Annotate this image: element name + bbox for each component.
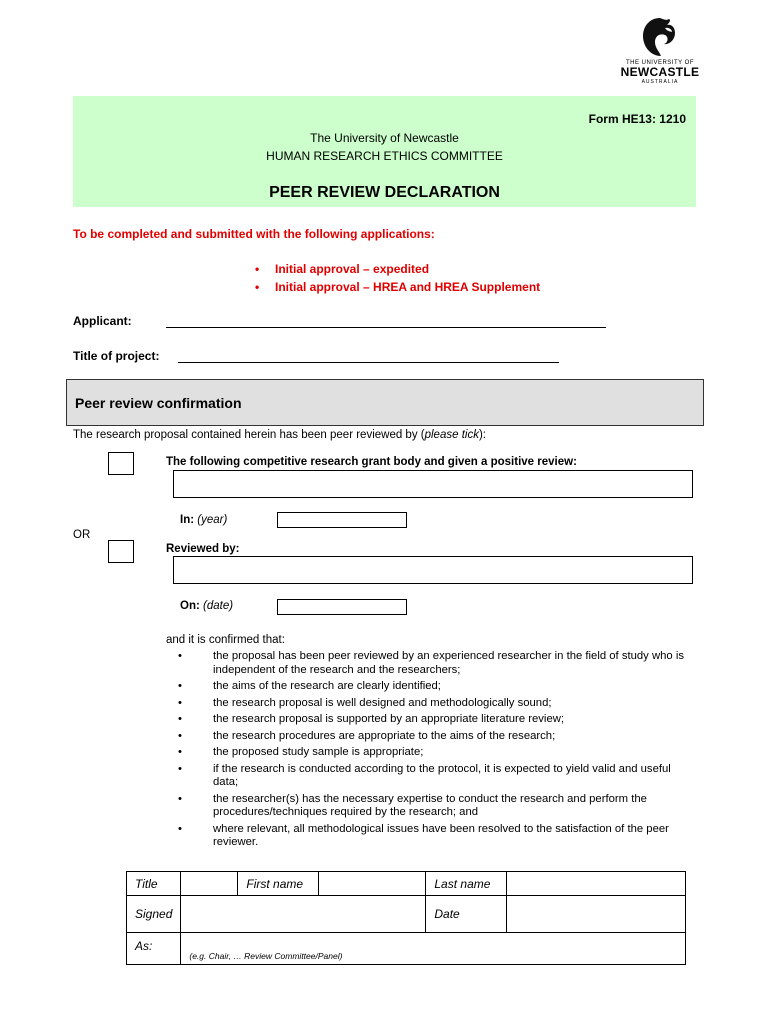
bullet-icon: • [178, 746, 182, 758]
grant-body-label: The following competitive research grant body and given a positive review: [166, 456, 577, 468]
signed-field[interactable] [181, 896, 426, 933]
seahorse-icon [638, 16, 682, 58]
bullet-icon: • [178, 762, 182, 775]
logo-line2: NEWCASTLE [620, 65, 700, 79]
intro-italic: please tick [424, 429, 479, 441]
table-row [127, 933, 686, 965]
first-name-label: First name [238, 872, 319, 896]
bullet-icon: • [178, 792, 182, 805]
instructions-intro: To be completed and submitted with the following applications: [73, 227, 435, 241]
condition-text: where relevant, all methodological issues have been resolved to the satisfaction of the peer reviewer. [213, 822, 669, 848]
application-item [255, 262, 429, 276]
on-label: On: [180, 600, 200, 612]
committee-name: HUMAN RESEARCH ETHICS COMMITTEE [266, 149, 503, 163]
application-label: Initial approval – HREA and HREA Supplement [275, 280, 541, 294]
list-item [166, 823, 696, 850]
last-name-field[interactable] [507, 872, 686, 896]
signed-label: Signed [127, 896, 181, 933]
condition-text: if the research is conducted according to the protocol, it is expected to yield valid and useful data; [213, 762, 671, 788]
list-item [166, 713, 696, 727]
or-label: OR [73, 529, 91, 541]
condition-text: the proposed study sample is appropriate; [213, 746, 424, 758]
condition-text: the research proposal is well designed and methodologically sound; [213, 696, 552, 709]
list-item [166, 680, 696, 694]
bullet-icon: • [178, 822, 182, 835]
reviewed-by-label: Reviewed by: [166, 543, 240, 555]
university-logo [612, 16, 708, 92]
condition-text: the research proposal is supported by an appropriate literature review; [213, 713, 565, 725]
date-field[interactable] [277, 599, 407, 615]
date-hint: (date) [203, 600, 234, 612]
header-box [73, 96, 696, 207]
logo-line3: AUSTRALIA [641, 79, 679, 85]
year-hint: (year) [197, 514, 228, 526]
peer-review-section-header [66, 379, 704, 426]
university-name: The University of Newcastle [310, 131, 459, 145]
project-title-field[interactable] [178, 362, 559, 363]
date-sign-field[interactable] [507, 896, 686, 933]
list-item [166, 746, 696, 760]
year-label [180, 514, 227, 526]
as-label: As: [127, 933, 181, 965]
project-title-label: Title of project: [73, 349, 160, 363]
application-label: Initial approval – expedited [275, 262, 430, 276]
date-sign-label: Date [426, 896, 507, 933]
title-label: Title [127, 872, 181, 896]
bullet-icon: • [178, 729, 182, 742]
year-field[interactable] [277, 512, 407, 528]
in-label: In: [180, 514, 195, 526]
last-name-label: Last name [426, 872, 507, 896]
applicant-label: Applicant: [73, 314, 132, 328]
intro-end: ): [478, 429, 486, 441]
as-field[interactable] [181, 933, 686, 965]
condition-text: the research procedures are appropriate to the aims of the research; [213, 729, 556, 742]
conditions-list [166, 650, 696, 853]
list-item [166, 730, 696, 744]
condition-text: the aims of the research are clearly identified; [213, 680, 441, 692]
applicant-field[interactable] [166, 327, 606, 328]
bullet-icon: • [178, 680, 182, 692]
as-hint: (e.g. Chair, … Review Committee/Panel) [189, 951, 343, 961]
bullet-icon: • [178, 696, 182, 709]
condition-text: the researcher(s) has the necessary expertise to conduct the research and perform the procedures/techniques required by the research; and [213, 792, 647, 818]
document-title: PEER REVIEW DECLARATION [269, 184, 500, 201]
application-item [255, 280, 540, 294]
first-name-field[interactable] [319, 872, 426, 896]
grant-body-field[interactable] [173, 470, 693, 498]
condition-text: the proposal has been peer reviewed by an experienced researcher in the field of study who is independent of the research and the researchers; [213, 650, 684, 676]
grant-body-checkbox[interactable] [108, 452, 134, 475]
list-item [166, 763, 696, 790]
logo-line1: THE UNIVERSITY OF [625, 60, 695, 66]
bullet-icon: • [255, 262, 260, 276]
table-row [127, 896, 686, 933]
section-title: Peer review confirmation [75, 395, 242, 411]
date-label [180, 600, 233, 612]
peer-review-intro [73, 429, 486, 441]
signature-table [126, 871, 686, 965]
bullet-icon: • [178, 713, 182, 725]
reviewed-by-field[interactable] [173, 556, 693, 584]
list-item [166, 697, 696, 711]
confirmed-intro: and it is confirmed that: [166, 634, 285, 646]
reviewed-by-checkbox[interactable] [108, 540, 134, 563]
form-code: Form HE13: 1210 [588, 112, 686, 126]
intro-text: The research proposal contained herein has been peer reviewed by ( [73, 429, 425, 441]
list-item [166, 793, 696, 820]
table-row [127, 872, 686, 896]
bullet-icon: • [178, 650, 182, 662]
title-field[interactable] [181, 872, 238, 896]
list-item [166, 650, 696, 677]
bullet-icon: • [255, 280, 260, 294]
